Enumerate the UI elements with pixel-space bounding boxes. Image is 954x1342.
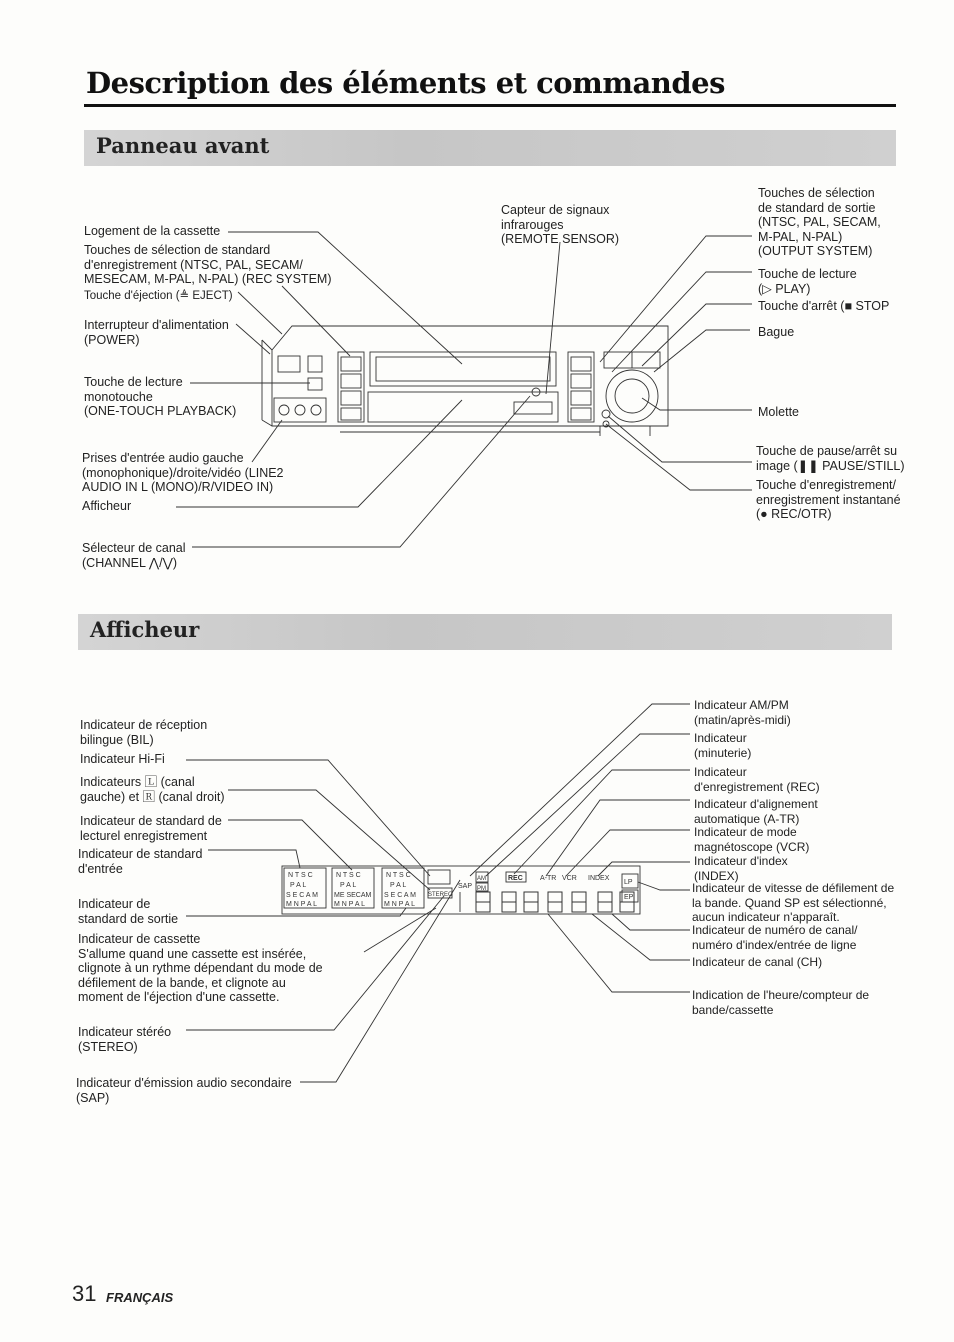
std-col3-pal: P A L: [390, 882, 407, 889]
label-index: Indicateur d'index (INDEX): [694, 854, 788, 883]
section-title: Panneau avant: [96, 133, 270, 158]
std-col2-mnpal: M N P A L: [334, 901, 365, 908]
label-out-std: Indicateur de standard de sortie: [78, 897, 179, 926]
label-remote-sensor: Capteur de signaux infrarouges (REMOTE SENSOR): [501, 203, 620, 246]
page-title: Description des éléments et commandes: [86, 66, 725, 100]
label-timer: Indicateur (minuterie): [694, 731, 752, 760]
label-in-std: Indicateur de standard d'entrée: [78, 847, 203, 876]
label-play: Touche de lecture (▷ PLAY): [758, 267, 857, 296]
label-rec-std: Indicateur de standard de lecturel enregistrement: [80, 814, 222, 843]
std-col1-ntsc: N T S C: [288, 872, 313, 879]
label-rec-otr: Touche d'enregistrement/ enregistrement instantané (● REC/OTR): [756, 478, 901, 521]
index-indicator: INDEX: [588, 875, 610, 882]
label-chnum: Indicateur de numéro de canal/ numéro d'index/entrée de ligne: [692, 923, 858, 952]
label-pause: Touche de pause/arrêt su image (❚❚ PAUSE/STILL): [756, 444, 905, 473]
std-col3-secam: S E C A M: [384, 892, 416, 899]
page-number: 31: [72, 1281, 97, 1306]
ep-indicator: EP: [624, 894, 634, 901]
label-molette: Molette: [758, 405, 799, 419]
std-col3-ntsc: N T S C: [386, 872, 411, 879]
std-col1-secam: S E C A M: [286, 892, 318, 899]
label-cassette-slot: Logement de la cassette: [84, 224, 221, 238]
label-one-touch: Touche de lecture monotouche (ONE-TOUCH PLAYBACK): [84, 375, 237, 418]
vcr-front-panel: [262, 326, 668, 436]
display-leaders-right: [470, 704, 690, 992]
label-lr: Indicateurs 🄻 (canal gauche) et 🅁 (canal droit): [80, 775, 225, 804]
label-eject: Touche d'éjection (≜ EJECT): [84, 290, 233, 302]
label-sap: Indicateur d'émission audio secondaire (SAP): [76, 1076, 292, 1105]
label-vcr: Indicateur de mode magnétoscope (VCR): [694, 825, 810, 854]
label-bague: Bague: [758, 325, 795, 339]
label-atr: Indicateur d'alignement automatique (A-TR): [694, 797, 818, 826]
pm-indicator: PM: [477, 886, 486, 892]
label-stop: Touche d'arrêt (■ STOP: [758, 299, 890, 313]
label-speed: Indicateur de vitesse de défilement de la bande. Quand SP est sélectionné, aucun indicateur n'apparaît.: [692, 881, 895, 924]
stereo-indicator: STEREO: [428, 892, 453, 898]
std-col2-pal: P A L: [340, 882, 357, 889]
label-ampm: Indicateur AM/PM (matin/après-midi): [694, 698, 791, 727]
atr-indicator: A-TR: [540, 875, 557, 882]
label-afficheur: Afficheur: [82, 499, 132, 513]
display-leaders-left: [186, 760, 460, 1082]
lp-indicator: LP: [624, 879, 633, 886]
vcr-indicator: VCR: [562, 875, 577, 882]
label-stereo: Indicateur stéréo (STEREO): [78, 1025, 172, 1054]
std-col1-mnpal: M N P A L: [286, 901, 317, 908]
label-channel: Sélecteur de canal (CHANNEL ⋀/⋁): [82, 541, 186, 570]
sap-indicator: SAP: [458, 883, 473, 890]
label-cassette-indicator: Indicateur de cassette S'allume quand une cassette est insérée, clignote à un rythme dépendant du mode de défilement de la bande, et clignote au moment de l'éjection d'une cassette.: [78, 932, 323, 1004]
label-clock: Indication de l'heure/compteur de bande/cassette: [692, 988, 870, 1017]
label-line2: Prises d'entrée audio gauche (monophonique)/droite/vidéo (LINE2 AUDIO IN L (MONO)/R/VIDEO IN): [82, 451, 284, 494]
label-rec-ind: Indicateur d'enregistrement (REC): [694, 765, 820, 794]
am-indicator: AM: [477, 876, 486, 882]
label-output-system: Touches de sélection de standard de sortie (NTSC, PAL, SECAM, M-PAL, N-PAL) (OUTPUT SYSTEM): [758, 186, 881, 258]
std-col2-ntsc: N T S C: [336, 872, 361, 879]
label-rec-system: Touches de sélection de standard d'enregistrement (NTSC, PAL, SECAM/ MESECAM, M-PAL, N-PAL) (REC SYSTEM): [84, 243, 332, 286]
section-title: Afficheur: [90, 617, 200, 642]
label-bil: Indicateur de réception bilingue (BIL): [80, 718, 208, 747]
std-col3-mnpal: M N P A L: [384, 901, 415, 908]
rec-indicator: REC: [508, 875, 523, 882]
std-col2-mesecam: ME SECAM: [334, 892, 372, 899]
page-language: FRANÇAIS: [106, 1290, 174, 1305]
label-power: Interrupteur d'alimentation (POWER): [84, 318, 229, 347]
std-col1-pal: P A L: [290, 882, 307, 889]
label-hifi: Indicateur Hi-Fi: [80, 752, 165, 766]
label-ch: Indicateur de canal (CH): [692, 955, 823, 969]
